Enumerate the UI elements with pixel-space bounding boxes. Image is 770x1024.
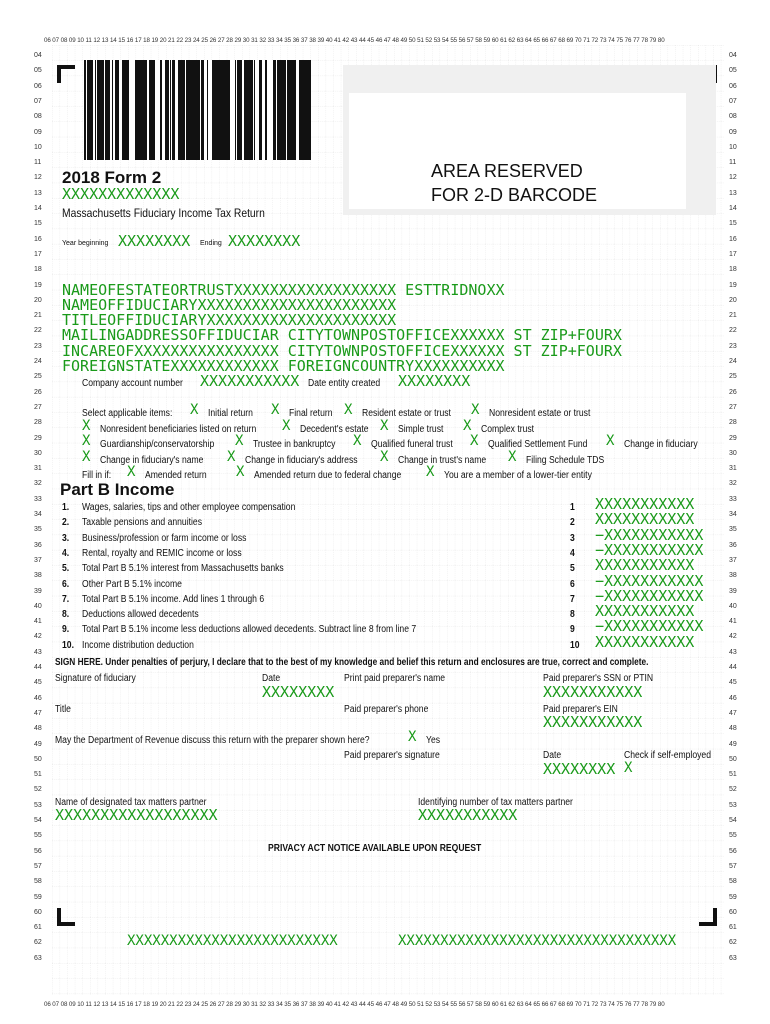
row-number-right: 04 xyxy=(729,52,737,59)
row-number-right: 45 xyxy=(729,679,737,687)
row-number-right: 47 xyxy=(729,709,737,717)
part-b-line-number: 2. xyxy=(62,517,70,529)
tmp-id-label: Identifying number of tax matters partner xyxy=(418,797,573,808)
reserved-line-2: FOR 2-D BARCODE xyxy=(431,185,598,205)
address-line-fiduciary-name[interactable]: NAMEOFFIDUCIARYXXXXXXXXXXXXXXXXXXXXXX xyxy=(62,296,397,314)
row-number-right: 53 xyxy=(729,801,737,809)
part-b-line-label: Total Part B 5.1% income. Add lines 1 through 6 xyxy=(82,593,265,605)
checkbox-guardianship[interactable]: X xyxy=(82,433,91,449)
part-b-line-ref: 8 xyxy=(570,609,575,621)
self-employed-label: Check if self-employed xyxy=(624,750,711,761)
row-number-right: 58 xyxy=(729,878,737,886)
row-number-left: 11 xyxy=(34,159,42,167)
row-number-left: 08 xyxy=(34,113,42,121)
row-number-right: 16 xyxy=(729,235,737,243)
row-number-right: 29 xyxy=(729,434,737,442)
row-number-left: 31 xyxy=(34,465,42,473)
row-number-right: 38 xyxy=(729,572,737,580)
label-trustee-bankruptcy: Trustee in bankruptcy xyxy=(253,439,336,450)
part-b-line-value[interactable]: XXXXXXXXXXX xyxy=(595,602,695,621)
fill-in-if-label: Fill in if: xyxy=(82,470,112,481)
label-final-return: Final return xyxy=(289,408,333,419)
label-change-fiduciary-address: Change in fiduciary's address xyxy=(245,455,358,466)
row-number-left: 10 xyxy=(34,143,42,151)
checkbox-filing-tds[interactable]: X xyxy=(508,449,517,465)
corner-mark-bottom-right-h xyxy=(699,922,717,926)
part-b-line-label: Other Part B 5.1% income xyxy=(82,578,182,590)
row-number-left: 58 xyxy=(34,878,42,886)
part-b-line-ref: 3 xyxy=(570,532,575,544)
year-beginning-label: Year beginning xyxy=(62,240,109,247)
row-number-left: 30 xyxy=(34,449,42,457)
address-line-estate-name[interactable]: NAMEOFESTATEORTRUSTXXXXXXXXXXXXXXXXXX ESTTRIDNOXX xyxy=(62,281,505,299)
discuss-question: May the Department of Revenue discuss this return with the preparer shown here? xyxy=(55,735,370,746)
part-b-line-ref: 10 xyxy=(570,639,580,651)
row-number-right: 17 xyxy=(729,250,737,258)
part-b-line-value[interactable]: −XXXXXXXXXXX xyxy=(595,617,704,636)
row-number-left: 39 xyxy=(34,587,42,595)
title-label: Title xyxy=(55,704,71,715)
part-b-line-label: Rental, royalty and REMIC income or loss xyxy=(82,547,242,559)
checkbox-qualified-funeral[interactable]: X xyxy=(353,433,362,449)
preparer-ein-label: Paid preparer's EIN xyxy=(543,704,618,715)
row-number-right: 10 xyxy=(729,143,737,151)
checkbox-simple-trust[interactable]: X xyxy=(380,418,389,434)
row-number-left: 05 xyxy=(34,67,42,75)
row-number-left: 38 xyxy=(34,572,42,580)
row-number-right: 50 xyxy=(729,755,737,763)
checkbox-self-employed[interactable]: X xyxy=(624,760,633,776)
row-number-right: 19 xyxy=(729,281,737,289)
address-line-fiduciary-title[interactable]: TITLEOFFIDUCIARYXXXXXXXXXXXXXXXXXXXXX xyxy=(62,311,397,329)
row-number-left: 23 xyxy=(34,342,42,350)
row-number-right: 54 xyxy=(729,817,737,824)
row-number-right: 09 xyxy=(729,128,737,136)
footer-code-left: XXXXXXXXXXXXXXXXXXXXXXXXX xyxy=(127,933,338,949)
row-number-left: 18 xyxy=(34,266,42,274)
part-b-line-value[interactable]: XXXXXXXXXXX xyxy=(595,556,695,575)
row-number-left: 17 xyxy=(34,250,42,258)
preparer-phone-label: Paid preparer's phone xyxy=(344,704,429,715)
row-number-left: 25 xyxy=(34,373,42,381)
row-number-left: 12 xyxy=(34,174,42,182)
row-number-left: 27 xyxy=(34,403,42,411)
part-b-line-number: 3. xyxy=(62,532,70,544)
checkbox-change-fiduciary-name[interactable]: X xyxy=(82,449,91,465)
row-number-left: 43 xyxy=(34,648,42,656)
part-b-line-value[interactable]: −XXXXXXXXXXX xyxy=(595,540,704,559)
row-number-left: 07 xyxy=(34,97,42,105)
row-number-right: 15 xyxy=(729,220,737,228)
part-b-line-value[interactable]: XXXXXXXXXXX xyxy=(595,510,695,529)
row-number-right: 43 xyxy=(729,648,737,656)
part-b-line-number: 10. xyxy=(62,639,74,651)
part-b-line-label: Deductions allowed decedents xyxy=(82,609,199,621)
part-b-line-value[interactable]: XXXXXXXXXXX xyxy=(595,632,695,651)
row-number-left: 59 xyxy=(34,893,42,901)
row-number-left: 44 xyxy=(34,664,42,671)
row-number-left: 14 xyxy=(34,205,42,212)
company-account-field[interactable]: XXXXXXXXXXX xyxy=(200,372,300,390)
preparer-signature-label: Paid preparer's signature xyxy=(344,750,440,761)
date-entity-created-label: Date entity created xyxy=(308,378,381,389)
checkbox-change-trust-name[interactable]: X xyxy=(380,449,389,465)
checkbox-amended-return[interactable]: X xyxy=(127,464,136,480)
row-number-right: 37 xyxy=(729,556,737,564)
row-number-left: 54 xyxy=(34,817,42,824)
row-number-left: 45 xyxy=(34,679,42,687)
checkbox-discuss-yes[interactable]: X xyxy=(408,729,417,745)
tmp-name-field[interactable]: XXXXXXXXXXXXXXXXXX xyxy=(55,806,218,824)
row-number-right: 25 xyxy=(729,373,737,381)
label-qualified-funeral: Qualified funeral trust xyxy=(371,439,453,450)
row-number-right: 35 xyxy=(729,526,737,534)
checkbox-nonresident[interactable]: X xyxy=(471,402,480,418)
company-account-label: Company account number xyxy=(82,378,183,389)
label-guardianship: Guardianship/conservatorship xyxy=(100,439,215,450)
row-number-left: 47 xyxy=(34,709,42,717)
row-number-left: 24 xyxy=(34,358,42,365)
row-number-left: 36 xyxy=(34,541,42,549)
row-number-right: 24 xyxy=(729,358,737,365)
label-resident: Resident estate or trust xyxy=(362,408,451,419)
row-number-right: 14 xyxy=(729,205,737,212)
row-number-left: 57 xyxy=(34,862,42,870)
row-number-left: 53 xyxy=(34,801,42,809)
row-number-left: 46 xyxy=(34,694,42,702)
row-number-right: 12 xyxy=(729,174,737,182)
reserved-2d-barcode-area xyxy=(343,65,716,215)
checkbox-final-return[interactable]: X xyxy=(271,402,280,418)
row-number-left: 61 xyxy=(34,924,42,932)
row-number-right: 06 xyxy=(729,82,737,90)
row-number-left: 19 xyxy=(34,281,42,289)
row-number-left: 40 xyxy=(34,602,42,610)
row-number-left: 22 xyxy=(34,327,42,335)
part-b-line-label: Business/profession or farm income or loss xyxy=(82,532,247,544)
discuss-yes-label: Yes xyxy=(426,735,441,746)
row-number-right: 28 xyxy=(729,419,737,427)
row-number-right: 55 xyxy=(729,832,737,840)
bottom-ruler: 06 07 08 09 10 11 12 13 14 15 16 17 18 19 20 21 22 23 24 25 26 27 28 29 30 31 32 33 34 35 36 37 38 39 40 41 42 43 44 45 46 47 48 49 50 51 52 53 54 55 56 57 58 59 60 61 62 63 64 65 66 67 68 69 70 71 72 73 74 75 76 77 78 79 80 xyxy=(44,1001,665,1008)
row-number-left: 62 xyxy=(34,939,42,947)
corner-mark-top-left-h xyxy=(57,65,75,69)
form-id-field[interactable]: XXXXXXXXXXXXX xyxy=(62,185,180,203)
signature-fiduciary-label: Signature of fiduciary xyxy=(55,673,136,684)
label-change-fiduciary: Change in fiduciary xyxy=(624,439,698,450)
row-number-left: 13 xyxy=(34,189,42,197)
row-number-right: 60 xyxy=(729,908,737,916)
checkbox-qualified-settlement[interactable]: X xyxy=(470,433,479,449)
row-number-right: 63 xyxy=(729,954,737,962)
part-b-line-label: Taxable pensions and annuities xyxy=(82,517,203,529)
row-number-left: 26 xyxy=(34,388,42,396)
row-number-right: 36 xyxy=(729,541,737,549)
row-number-right: 41 xyxy=(729,618,737,626)
year-beginning-field[interactable]: XXXXXXXX xyxy=(118,232,191,250)
row-number-right: 39 xyxy=(729,587,737,595)
checkbox-trustee-bankruptcy[interactable]: X xyxy=(235,433,244,449)
ending-field[interactable]: XXXXXXXX xyxy=(228,232,301,250)
address-line-mailing[interactable]: MAILINGADDRESSOFFIDUCIAR CITYTOWNPOSTOFFICEXXXXXX ST ZIP+FOURX xyxy=(62,326,622,344)
row-number-right: 27 xyxy=(729,403,737,411)
part-b-line-number: 7. xyxy=(62,593,70,605)
select-items-label: Select applicable items: xyxy=(82,408,173,419)
part-b-line-value[interactable]: XXXXXXXXXXX xyxy=(595,495,695,513)
preparer-ssn-label: Paid preparer's SSN or PTIN xyxy=(543,673,654,684)
part-b-heading: Part B Income xyxy=(60,480,175,499)
part-b-line-number: 8. xyxy=(62,609,70,621)
row-number-right: 56 xyxy=(729,847,737,855)
ending-label: Ending xyxy=(200,240,222,247)
row-number-right: 18 xyxy=(729,266,737,274)
row-number-left: 35 xyxy=(34,526,42,534)
part-b-line-number: 1. xyxy=(62,502,70,513)
checkbox-change-fiduciary[interactable]: X xyxy=(606,433,615,449)
row-number-left: 52 xyxy=(34,786,42,794)
date-field[interactable]: XXXXXXXX xyxy=(262,683,335,701)
date-entity-created-field[interactable]: XXXXXXXX xyxy=(398,372,471,390)
row-number-right: 61 xyxy=(729,924,737,932)
form-title: 2018 Form 2 xyxy=(62,168,162,187)
row-number-left: 32 xyxy=(34,480,42,488)
row-number-right: 49 xyxy=(729,740,737,748)
row-number-left: 34 xyxy=(34,511,42,518)
row-number-left: 56 xyxy=(34,847,42,855)
part-b-line-value[interactable]: −XXXXXXXXXXX xyxy=(595,525,704,544)
row-number-left: 15 xyxy=(34,220,42,228)
checkbox-resident[interactable]: X xyxy=(344,402,353,418)
label-nonresident-beneficiaries: Nonresident beneficiaries listed on return xyxy=(100,424,257,435)
label-nonresident: Nonresident estate or trust xyxy=(489,408,591,419)
row-number-left: 42 xyxy=(34,633,42,641)
part-b-line-label: Income distribution deduction xyxy=(82,639,194,651)
row-number-left: 51 xyxy=(34,771,42,779)
part-b-line-ref: 6 xyxy=(570,578,575,590)
part-b-line-ref: 2 xyxy=(570,517,575,529)
label-initial-return: Initial return xyxy=(208,408,253,419)
privacy-notice: PRIVACY ACT NOTICE AVAILABLE UPON REQUEST xyxy=(268,843,482,854)
label-amended-federal: Amended return due to federal change xyxy=(254,470,402,481)
part-b-line-ref: 7 xyxy=(570,593,575,605)
row-number-right: 13 xyxy=(729,189,737,197)
address-line-in-care-of[interactable]: INCAREOFXXXXXXXXXXXXXXXX CITYTOWNPOSTOFFICEXXXXXX ST ZIP+FOURX xyxy=(62,342,622,360)
top-ruler: 06 07 08 09 10 11 12 13 14 15 16 17 18 19 20 21 22 23 24 25 26 27 28 29 30 31 32 33 34 35 36 37 38 39 40 41 42 43 44 45 46 47 48 49 50 51 52 53 54 55 56 57 58 59 60 61 62 63 64 65 66 67 68 69 70 71 72 73 74 75 76 77 78 79 80 xyxy=(44,37,665,44)
preparer-ein-field[interactable]: XXXXXXXXXXX xyxy=(543,713,643,731)
part-b-line-ref: 4 xyxy=(570,547,575,559)
tmp-name-label: Name of designated tax matters partner xyxy=(55,797,207,808)
row-number-left: 60 xyxy=(34,908,42,916)
address-line-foreign[interactable]: FOREIGNSTATEXXXXXXXXXXXX FOREIGNCOUNTRYXXXXXXXXXX xyxy=(62,357,505,375)
row-number-right: 51 xyxy=(729,771,737,779)
part-b-line-label: Total Part B 5.1% income less deductions allowed decedents. Subtract line 8 from line 7 xyxy=(82,624,417,636)
form-subtitle: Massachusetts Fiduciary Income Tax Return xyxy=(62,206,265,220)
reserved-line-1: AREA RESERVED xyxy=(431,161,583,181)
part-b-line-ref: 9 xyxy=(570,624,575,636)
row-number-right: 22 xyxy=(729,327,737,335)
label-change-fiduciary-name: Change in fiduciary's name xyxy=(100,455,204,466)
label-filing-tds: Filing Schedule TDS xyxy=(526,455,605,466)
row-number-right: 48 xyxy=(729,725,737,733)
date-label: Date xyxy=(262,673,281,684)
row-number-left: 20 xyxy=(34,296,42,304)
date2-field[interactable]: XXXXXXXX xyxy=(543,760,616,778)
label-simple-trust: Simple trust xyxy=(398,424,444,435)
row-number-left: 28 xyxy=(34,419,42,427)
part-b-line-label: Wages, salaries, tips and other employee compensation xyxy=(82,502,296,513)
part-b-line-label: Total Part B 5.1% interest from Massachusetts banks xyxy=(82,563,284,575)
tmp-id-field[interactable]: XXXXXXXXXXX xyxy=(418,806,518,824)
footer-code-right: XXXXXXXXXXXXXXXXXXXXXXXXXXXXXXXXX xyxy=(398,933,677,949)
label-change-trust-name: Change in trust's name xyxy=(398,455,487,466)
row-number-right: 31 xyxy=(729,465,737,473)
row-number-right: 07 xyxy=(729,97,737,105)
row-number-left: 37 xyxy=(34,556,42,564)
declaration-text: SIGN HERE. Under penalties of perjury, I declare that to the best of my knowledge and belief this return and enclosures are true, correct and complete. xyxy=(55,657,649,668)
row-number-right: 46 xyxy=(729,694,737,702)
checkbox-amended-federal[interactable]: X xyxy=(236,464,245,480)
part-b-line-number: 9. xyxy=(62,624,70,636)
row-number-left: 33 xyxy=(34,495,42,503)
row-number-left: 50 xyxy=(34,755,42,763)
row-number-right: 23 xyxy=(729,342,737,350)
part-b-line-value[interactable]: −XXXXXXXXXXX xyxy=(595,586,704,605)
checkbox-decedents-estate[interactable]: X xyxy=(282,418,291,434)
barcode xyxy=(83,60,311,160)
row-number-right: 57 xyxy=(729,862,737,870)
checkbox-complex-trust[interactable]: X xyxy=(463,418,472,434)
row-number-right: 11 xyxy=(729,159,737,167)
corner-mark-bottom-left-h xyxy=(57,922,75,926)
checkbox-nonresident-beneficiaries[interactable]: X xyxy=(82,418,91,434)
row-number-right: 30 xyxy=(729,449,737,457)
checkbox-change-fiduciary-address[interactable]: X xyxy=(227,449,236,465)
row-number-right: 52 xyxy=(729,786,737,794)
row-number-right: 21 xyxy=(729,312,737,320)
row-number-left: 63 xyxy=(34,954,42,962)
part-b-line-value[interactable]: −XXXXXXXXXXX xyxy=(595,571,704,590)
label-complex-trust: Complex trust xyxy=(481,424,535,435)
row-number-left: 04 xyxy=(34,52,42,59)
row-number-left: 21 xyxy=(34,312,42,320)
row-number-left: 06 xyxy=(34,82,42,90)
checkbox-lower-tier[interactable]: X xyxy=(426,464,435,480)
row-number-right: 59 xyxy=(729,893,737,901)
date2-label: Date xyxy=(543,750,562,761)
part-b-line-ref: 1 xyxy=(570,502,575,513)
row-number-right: 34 xyxy=(729,511,737,518)
row-number-right: 42 xyxy=(729,633,737,641)
row-number-left: 49 xyxy=(34,740,42,748)
row-number-right: 20 xyxy=(729,296,737,304)
part-b-line-number: 6. xyxy=(62,578,70,590)
row-number-right: 26 xyxy=(729,388,737,396)
row-number-left: 55 xyxy=(34,832,42,840)
row-number-left: 41 xyxy=(34,618,42,626)
row-number-right: 32 xyxy=(729,480,737,488)
part-b-line-number: 5. xyxy=(62,563,70,575)
row-number-right: 05 xyxy=(729,67,737,75)
row-number-left: 48 xyxy=(34,725,42,733)
checkbox-initial-return[interactable]: X xyxy=(190,402,199,418)
part-b-line-ref: 5 xyxy=(570,563,575,575)
preparer-ssn-field[interactable]: XXXXXXXXXXX xyxy=(543,683,643,701)
row-number-left: 16 xyxy=(34,235,42,243)
row-number-right: 44 xyxy=(729,664,737,671)
part-b-line-number: 4. xyxy=(62,547,70,559)
label-amended-return: Amended return xyxy=(145,470,207,481)
row-number-right: 33 xyxy=(729,495,737,503)
row-number-right: 62 xyxy=(729,939,737,947)
label-qualified-settlement: Qualified Settlement Fund xyxy=(488,439,588,450)
label-decedents-estate: Decedent's estate xyxy=(300,424,369,435)
row-number-right: 08 xyxy=(729,113,737,121)
row-number-right: 40 xyxy=(729,602,737,610)
label-lower-tier: You are a member of a lower-tier entity xyxy=(444,470,592,481)
row-number-left: 29 xyxy=(34,434,42,442)
print-preparer-label: Print paid preparer's name xyxy=(344,673,446,684)
row-number-left: 09 xyxy=(34,128,42,136)
